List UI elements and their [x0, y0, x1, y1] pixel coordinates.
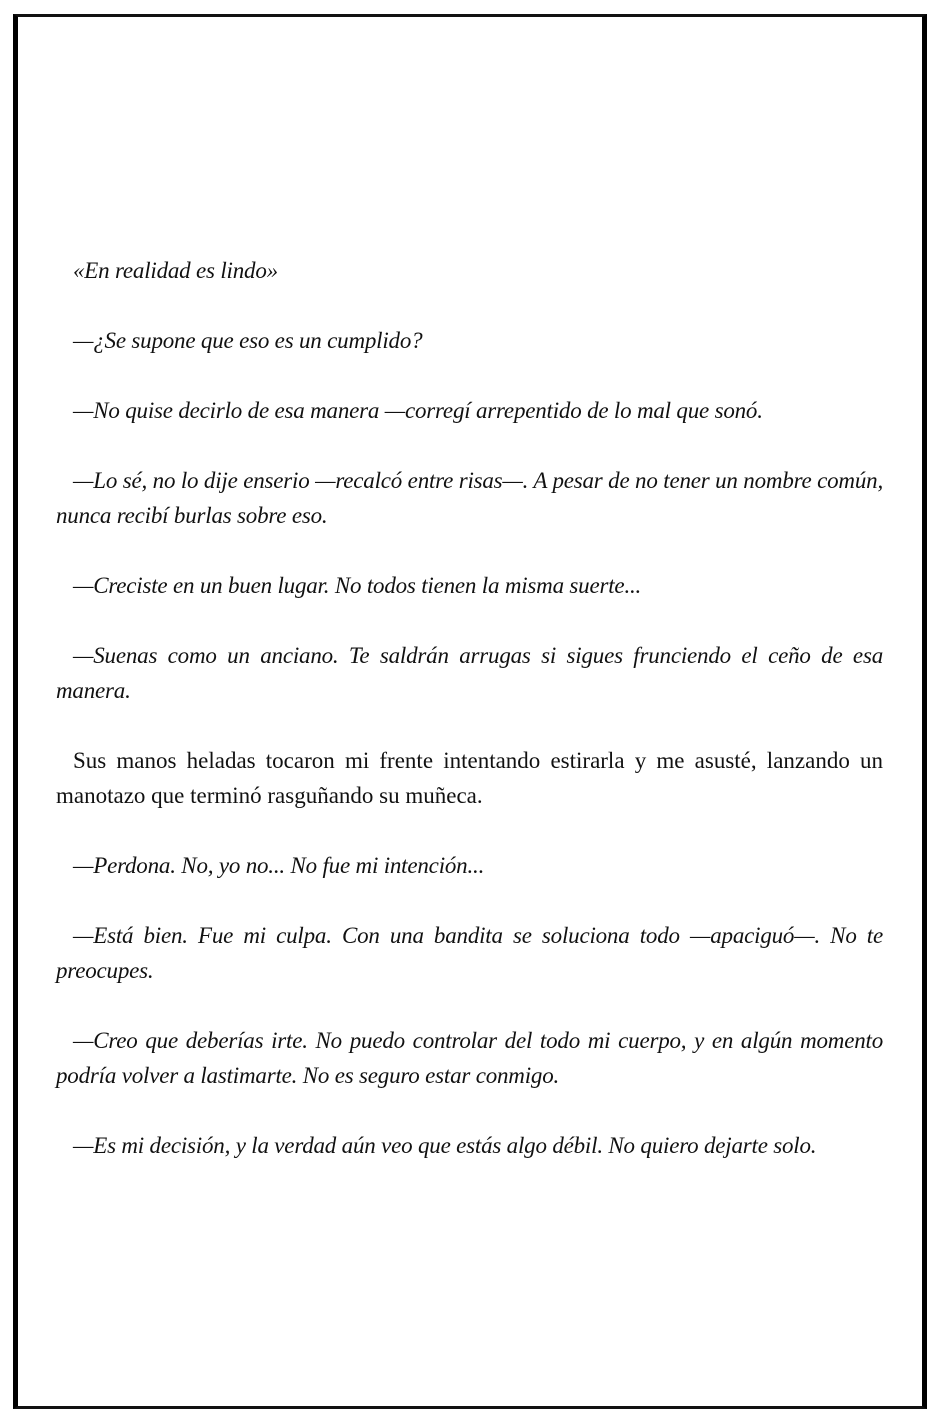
- paragraph-dialogue: —Perdona. No, yo no... No fue mi intención...: [73, 853, 485, 878]
- paragraph-dialogue: —Creciste en un buen lugar. No todos tienen la misma suerte...: [73, 573, 642, 598]
- paragraph-dialogue: —Es mi decisión, y la verdad aún veo que estás algo débil. No quiero dejarte solo.: [73, 1133, 817, 1158]
- paragraph-dialogue: —Lo sé, no lo dije enserio —recalcó entre risas—. A pesar de no tener un nombre común, nunca recibí burlas sobre eso.: [56, 468, 883, 528]
- paragraph-narration: Sus manos heladas tocaron mi frente intentando estirarla y me asusté, lanzando un manotazo que terminó rasguñando su muñeca.: [56, 748, 883, 808]
- paragraph-dialogue: —Está bien. Fue mi culpa. Con una bandita se soluciona todo —apaciguó—. No te preocupes.: [56, 923, 883, 983]
- page-text-body: [56, 253, 883, 1198]
- paragraph-thought: «En realidad es lindo»: [73, 258, 278, 283]
- paragraph-dialogue: —No quise decirlo de esa manera —corregí arrepentido de lo mal que sonó.: [73, 398, 763, 423]
- paragraph-dialogue: —Suenas como un anciano. Te saldrán arrugas si sigues frunciendo el ceño de esa manera.: [56, 643, 883, 703]
- paragraph-dialogue: —Creo que deberías irte. No puedo controlar del todo mi cuerpo, y en algún momento podría volver a lastimarte. No es seguro estar conmigo.: [56, 1028, 883, 1088]
- paragraph-dialogue: —¿Se supone que eso es un cumplido?: [73, 328, 423, 353]
